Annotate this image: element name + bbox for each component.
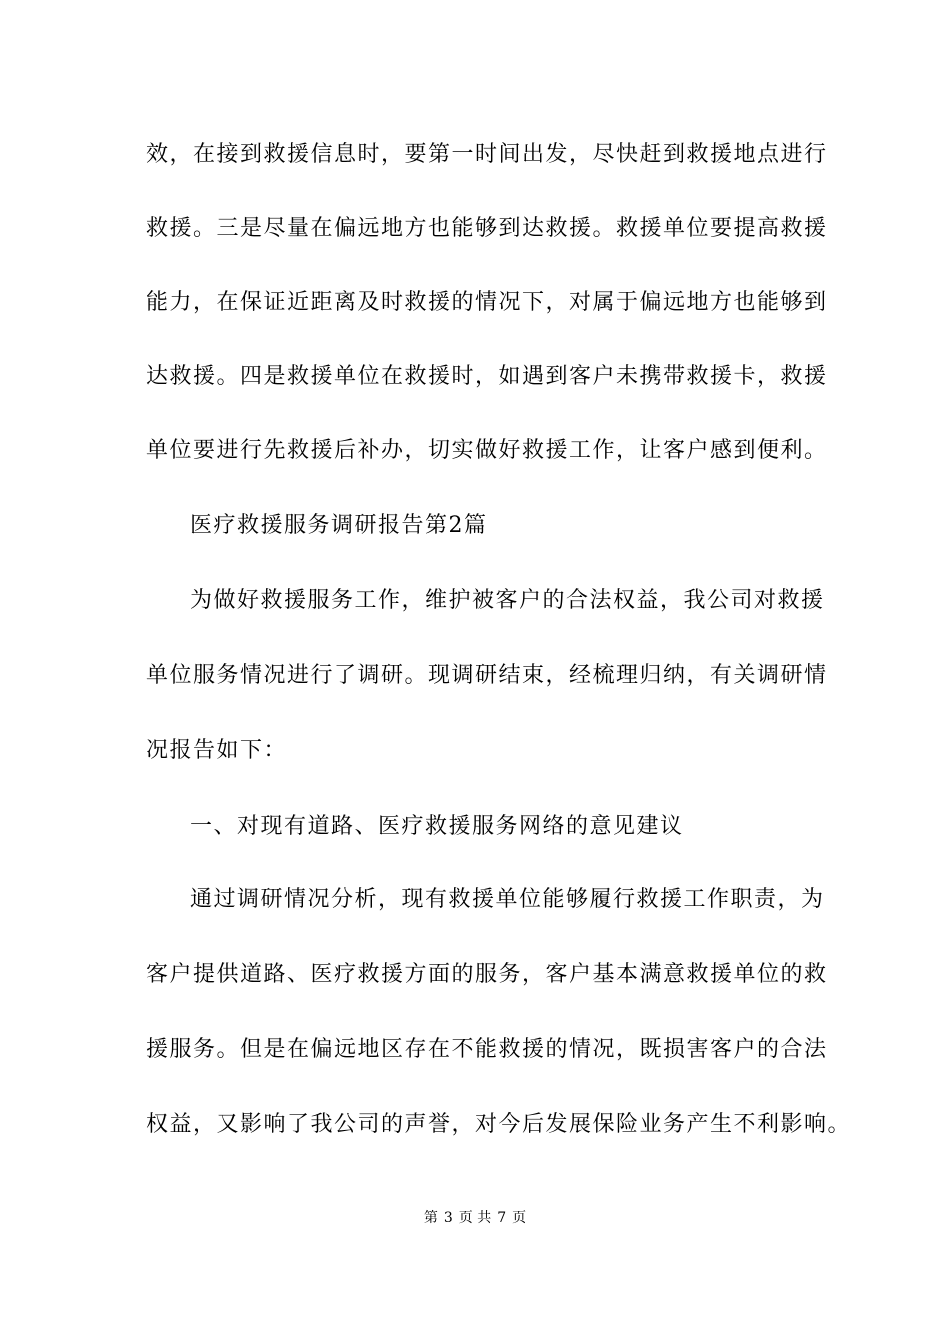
footer-prefix: 第 <box>423 1210 438 1226</box>
paragraph-line: 能力，在保证近距离及时救援的情况下，对属于偏远地方也能够到 <box>146 290 828 315</box>
paragraph-line: 援服务。但是在偏远地区存在不能救援的情况，既损害客户的合法 <box>146 1037 828 1062</box>
footer-current-page: 3 <box>443 1210 453 1226</box>
paragraph-line: 通过调研情况分析，现有救援单位能够履行救援工作职责，为 <box>190 887 825 912</box>
paragraph-line: 客户提供道路、医疗救援方面的服务，客户基本满意救援单位的救 <box>146 962 828 987</box>
page-footer <box>0 1209 950 1227</box>
footer-total-pages: 7 <box>497 1210 507 1226</box>
section-heading: 医疗救援服务调研报告第2篇 <box>190 513 488 538</box>
paragraph-line: 权益，又影响了我公司的声誉，对今后发展保险业务产生不利影响。 <box>146 1112 852 1137</box>
paragraph-line: 单位要进行先救援后补办，切实做好救援工作，让客户感到便利。 <box>146 438 828 463</box>
paragraph-line: 达救援。四是救援单位在救援时，如遇到客户未携带救援卡，救援 <box>146 364 828 389</box>
subsection-heading: 一、对现有道路、医疗救援服务网络的意见建议 <box>190 814 684 839</box>
paragraph-line: 效，在接到救援信息时，要第一时间出发，尽快赶到救援地点进行 <box>146 142 828 167</box>
footer-middle: 页 共 <box>458 1210 492 1226</box>
paragraph-line: 为做好救援服务工作，维护被客户的合法权益，我公司对救援 <box>190 588 825 613</box>
paragraph-line: 单位服务情况进行了调研。现调研结束，经梳理归纳，有关调研情 <box>146 663 828 688</box>
paragraph-line: 救援。三是尽量在偏远地方也能够到达救援。救援单位要提高救援 <box>146 216 828 241</box>
footer-suffix: 页 <box>512 1210 527 1226</box>
paragraph-line: 况报告如下： <box>146 738 288 763</box>
